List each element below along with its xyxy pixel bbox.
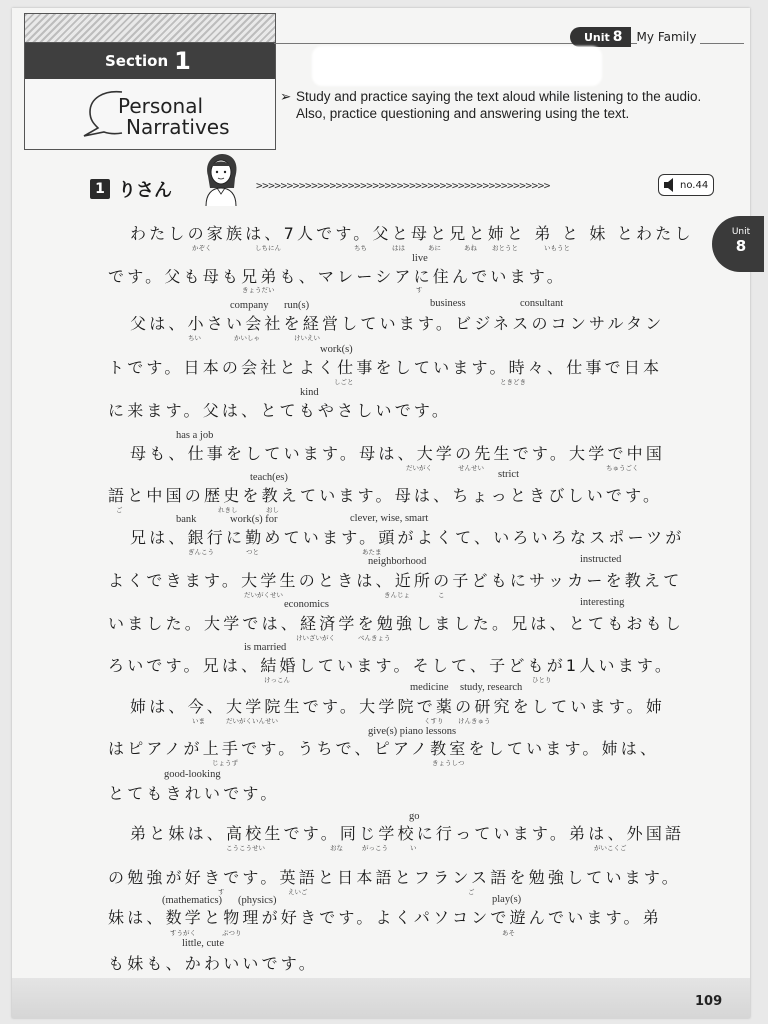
furigana: こうこうせい xyxy=(226,844,265,852)
furigana: れきし xyxy=(218,506,238,514)
furigana: じょうず xyxy=(212,759,238,767)
section-stripe xyxy=(25,14,275,43)
gloss-works-for: work(s) for xyxy=(230,514,278,525)
furigana: はは xyxy=(392,244,405,252)
furigana: しごと xyxy=(334,378,354,386)
personal-word: Personal xyxy=(118,94,204,118)
gloss-strict: strict xyxy=(498,469,519,480)
furigana: あそ xyxy=(502,929,515,937)
instructions xyxy=(280,88,720,122)
furigana: いもうと xyxy=(544,244,570,252)
gloss-bank: bank xyxy=(176,514,197,525)
furigana: おし xyxy=(266,506,279,514)
furigana: けいえい xyxy=(294,334,320,342)
furigana: あたま xyxy=(362,548,382,556)
unit-title: My Family xyxy=(637,30,701,44)
text-line: に来ます。父は、とてもやさしいです。 xyxy=(108,401,452,420)
furigana: あね xyxy=(464,244,477,252)
furigana: ちゅうごく xyxy=(606,464,639,472)
furigana: こ xyxy=(438,591,445,599)
furigana: べんきょう xyxy=(358,634,391,642)
furigana: だいがくせい xyxy=(244,591,283,599)
text-line: はピアノが上手です。うちで、ピアノ教室をしています。姉は、 xyxy=(108,739,660,758)
section-bar xyxy=(25,43,275,79)
text-line: ろいです。兄は、結婚しています。そして、子どもが1人います。 xyxy=(108,656,675,675)
furigana: ちい xyxy=(188,334,201,342)
furigana: ひとり xyxy=(532,676,552,684)
unit-side-tab xyxy=(712,216,764,272)
furigana: ご xyxy=(468,888,475,896)
audio-track-button[interactable] xyxy=(658,174,714,196)
arrow-bullet-icon: ➢ xyxy=(280,89,292,104)
gloss-physics: (physics) xyxy=(238,895,277,906)
personal-narratives-title xyxy=(118,96,230,138)
furigana: つと xyxy=(246,548,259,556)
gloss-clever: clever, wise, smart xyxy=(350,513,429,524)
instructions-text: Study and practice saying the text aloud while listening to the audio. Also, practice questioning and answering using the text. xyxy=(296,89,702,121)
gloss-work: work(s) xyxy=(320,344,353,355)
furigana: くすり xyxy=(424,717,444,725)
unit-number: 8 xyxy=(612,29,623,45)
furigana: かいしゃ xyxy=(234,334,260,342)
furigana: ちち xyxy=(354,244,367,252)
furigana: す xyxy=(416,286,423,294)
gloss-interesting: interesting xyxy=(580,597,625,608)
text-line: です。父も母も兄弟も、マレーシアに住んでいます。 xyxy=(108,267,566,286)
furigana: い xyxy=(410,844,417,852)
unit-header xyxy=(570,27,700,47)
furigana: かぞく xyxy=(192,244,212,252)
gloss-instructed: instructed xyxy=(580,554,622,565)
page-bottom-shade xyxy=(12,978,750,1018)
gloss-economics: economics xyxy=(284,599,329,610)
furigana: けんきゅう xyxy=(458,717,491,725)
gloss-piano-lessons: give(s) piano lessons xyxy=(368,726,457,737)
text-line: いました。大学では、経済学を勉強しました。兄は、とてもおもし xyxy=(108,614,685,633)
speaker-icon xyxy=(663,178,677,192)
unit-label: Unit xyxy=(584,31,610,44)
furigana: きょうだい xyxy=(242,286,275,294)
text-line: 妹は、数学と物理が好きです。よくパソコンで遊んでいます。弟 xyxy=(108,908,662,927)
furigana: いま xyxy=(192,717,205,725)
text-line: 兄は、銀行に勤めています。頭がよくて、いろいろなスポーツが xyxy=(130,528,685,547)
chapter-number: 1 xyxy=(90,179,110,199)
furigana: きんじょ xyxy=(384,591,410,599)
furigana: だいがくいんせい xyxy=(226,717,278,725)
gloss-company: company xyxy=(230,300,269,311)
gloss-medicine: medicine xyxy=(410,682,449,693)
furigana: けっこん xyxy=(264,676,290,684)
gloss-live: live xyxy=(412,253,428,264)
text-line: 母も、仕事をしています。母は、大学の先生です。大学で中国 xyxy=(130,444,666,463)
furigana: ご xyxy=(116,506,123,514)
audio-track-label: no.44 xyxy=(680,179,709,191)
narratives-word: Narratives xyxy=(126,115,230,139)
text-line: 姉は、今、大学院生です。大学院で薬の研究をしています。姉 xyxy=(130,697,666,716)
furigana: けいざいがく xyxy=(296,634,335,642)
section-number: 1 xyxy=(174,47,191,75)
section-word: Section xyxy=(105,52,169,70)
furigana: おとうと xyxy=(492,244,518,252)
furigana: がっこう xyxy=(362,844,388,852)
text-line: とてもきれいです。 xyxy=(108,784,280,803)
personal-narratives-logo xyxy=(82,88,272,144)
chapter-heading xyxy=(90,174,720,204)
unit-badge xyxy=(570,27,631,47)
textbook-page xyxy=(12,8,750,1018)
text-line: 語と中国の歴史を教えています。母は、ちょっときびしいです。 xyxy=(108,486,663,505)
gloss-go: go xyxy=(409,811,420,822)
gloss-is-married: is married xyxy=(244,642,287,653)
gloss-study-research: study, research xyxy=(460,682,523,693)
furigana: ぶつり xyxy=(222,929,242,937)
text-line: 弟と妹は、高校生です。同じ学校に行っています。弟は、外国語 xyxy=(130,824,685,843)
gloss-business: business xyxy=(430,298,466,309)
chapter-name: りさん xyxy=(118,180,172,201)
chevron-divider: >>>>>>>>>>>>>>>>>>>>>>>>>>>>>>>>>>>>>>>>>>>>>>>> xyxy=(256,179,550,192)
furigana: だいがく xyxy=(406,464,432,472)
furigana: せんせい xyxy=(458,464,484,472)
furigana: す xyxy=(218,888,225,896)
side-tab-label: Unit xyxy=(731,227,751,237)
furigana: あに xyxy=(428,244,441,252)
gloss-run: run(s) xyxy=(284,300,310,311)
text-line: の勉強が好きです。英語と日本語とフランス語を勉強しています。 xyxy=(108,868,681,887)
gloss-mathematics: (mathematics) xyxy=(162,895,223,906)
furigana: えいご xyxy=(288,888,308,896)
text-line: 父は、小さい会社を経営しています。ビジネスのコンサルタン xyxy=(130,314,665,333)
page-number: 109 xyxy=(695,994,723,1009)
side-tab-number: 8 xyxy=(735,237,747,255)
gloss-good-looking: good-looking xyxy=(164,769,221,780)
gloss-kind: kind xyxy=(300,387,319,398)
gloss-has-a-job: has a job xyxy=(176,430,214,441)
furigana: ときどき xyxy=(500,378,526,386)
furigana: きょうしつ xyxy=(432,759,465,767)
gloss-little-cute: little, cute xyxy=(182,938,224,949)
text-line: わたしの家族は、7人です。父と母と兄と姉と 弟 と 妹 とわたし xyxy=(130,224,694,243)
gloss-teaches: teach(es) xyxy=(250,472,288,483)
gloss-consultant: consultant xyxy=(520,298,564,309)
gloss-plays: play(s) xyxy=(492,894,522,905)
furigana: ぎんこう xyxy=(188,548,214,556)
gloss-neighborhood: neighborhood xyxy=(368,556,427,567)
white-tape-redaction xyxy=(312,46,602,86)
text-line: よくできます。大学生のときは、近所の子どもにサッカーを教えて xyxy=(108,571,683,590)
furigana: すうがく xyxy=(170,929,196,937)
furigana: おな xyxy=(330,844,343,852)
girl-illustration-icon xyxy=(198,154,244,206)
furigana: しちにん xyxy=(255,244,281,252)
text-line: も妹も、かわいいです。 xyxy=(108,954,318,973)
furigana: がいこくご xyxy=(594,844,627,852)
text-line: トです。日本の会社とよく仕事をしています。時々、仕事で日本 xyxy=(108,358,663,377)
